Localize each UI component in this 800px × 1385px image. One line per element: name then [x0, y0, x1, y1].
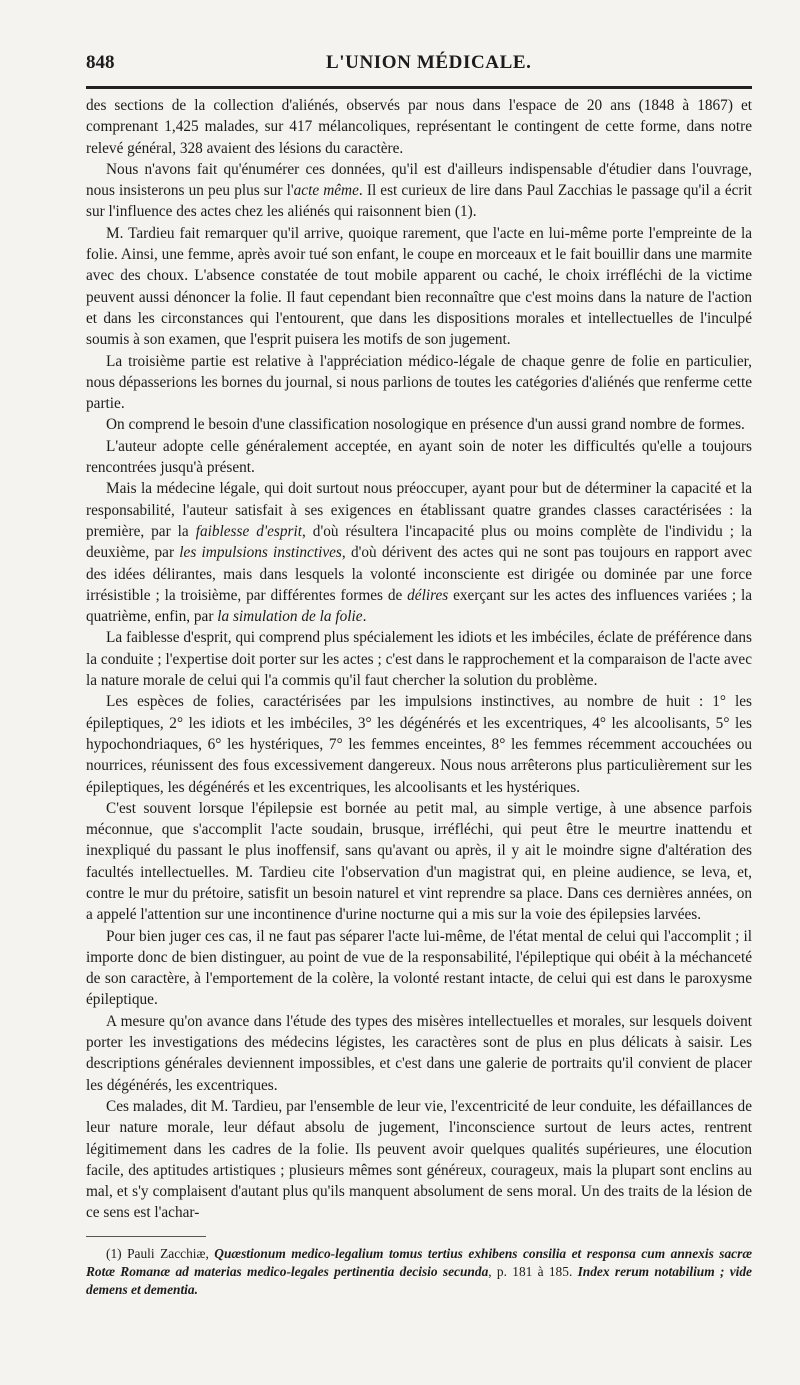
text-run: (1) Pauli Zacchiæ, [106, 1245, 215, 1261]
italic-text: Quæstionum medico-legalium tomus tertius exhibens consilia et responsa cum annexis sacræ Rotæ Romanæ ad materias medico-legales pertinentia decisio secunda [86, 1245, 752, 1279]
header-rule [86, 86, 752, 89]
text-run: , d'où dérivent des actes qui ne sont pas toujours en rapport avec des idées délirantes, mais dans lesquels la volonté inconsciente est dirigée ou dominée par une force irrésistible ; la troisième, par différentes formes de [86, 544, 752, 604]
italic-text: délires [407, 586, 449, 604]
text-run: Mais la médecine légale, qui doit surtout nous préoccuper, ayant pour but de déterminer la capacité et la responsabilité, l'auteur satisfait à ses exigences en établissant quatre grandes classes caractérisées : la première, par la [86, 480, 752, 540]
paragraph [86, 159, 752, 223]
text-run: La troisième partie est relative à l'appréciation médico-légale de chaque genre de folie en particulier, nous dépasserions les bornes du journal, si nous parlions de toutes les catégories d'aliénés que renferme cette partie. [86, 352, 752, 413]
paragraph [86, 223, 752, 351]
text-run: On comprend le besoin d'une classification nosologique en présence d'un aussi grand nombre de formes. [106, 416, 745, 434]
paragraph [86, 1011, 752, 1096]
page-header [86, 52, 752, 82]
running-title: L'UNION MÉDICALE. [326, 52, 532, 73]
body-text [86, 95, 752, 1224]
italic-text: la simulation de la folie [217, 608, 363, 626]
paragraph [86, 926, 752, 1011]
text-run: Ces malades, dit M. Tardieu, par l'ensemble de leur vie, l'excentricité de leur conduite, les défaillances de leur nature morale, leur défaut absolu de jugement, l'inconscience surtout de leurs actes, rentrent légitimement dans les cadres de la folie. Ils peuvent avoir quelques qualités supérieures, une élocution facile, des aptitudes artistiques ; plusieurs mêmes sont généreux, courageux, mais la plupart sont enclins au mal, et s'y complaisent d'autant plus qu'ils manquent absolument de sens moral. Un des traits de la lésion de ce sens est l'achar- [86, 1097, 752, 1222]
text-run: Nous n'avons fait qu'énumérer ces données, qu'il est d'ailleurs indispensable d'étudier dans l'ouvrage, nous insisterons un peu plus sur l' [86, 160, 752, 200]
footnote [86, 1245, 752, 1299]
text-run: L'auteur adopte celle généralement acceptée, en ayant soin de noter les difficultés qu'elle a toujours rencontrées jusqu'à présent. [86, 437, 752, 477]
paragraph [86, 691, 752, 797]
italic-text: acte même [293, 182, 359, 200]
paragraph [86, 1096, 752, 1224]
paragraph [86, 478, 752, 627]
text-run: M. Tardieu fait remarquer qu'il arrive, quoique rarement, que l'acte en lui-même porte l'empreinte de la folie. Ainsi, une femme, après avoir tué son enfant, le coupe en morceaux et le fait bouillir dans une marmite avec des choux. L'absence constatée de tout mobile apparent ou caché, le choix irréfléchi de la victime peuvent aussi dénoncer la folie. Il faut cependant bien reconnaître que c'est moins dans la nature de l'action et dans les circonstances qui l'entourent, que dans les dispositions morales et intellectuelles de l'inculpé soumis à son examen, que l'esprit puisera les motifs de son jugement. [86, 224, 752, 349]
text-run: La faiblesse d'esprit, qui comprend plus spécialement les idiots et les imbéciles, éclate de préférence dans la conduite ; l'expertise doit porter sur les actes ; c'est dans le rapprochement et la comparaison de l'acte avec la nature morale de celui qui l'a commis qu'il faut chercher la solution du problème. [86, 629, 752, 690]
paragraph [86, 95, 752, 159]
text-run: . Il est curieux de lire dans Paul Zacchias le passage qu'il a écrit sur l'influence des actes chez les aliénés qui raisonnent bien (1). [86, 182, 752, 221]
footnote-paragraph [86, 1245, 752, 1299]
italic-text: faiblesse d'esprit [195, 522, 302, 540]
text-run: exerçant sur les actes des influences variées ; la quatrième, enfin, par [86, 586, 752, 626]
text-run: des sections de la collection d'aliénés, observés par nous dans l'espace de 20 ans (1848 à 1867) et comprenant 1,425 malades, sur 417 mélancoliques, représentant le contingent de cette forme, dans notre relevé général, 328 avaient des lésions du caractère. [86, 97, 752, 157]
paragraph [86, 627, 752, 691]
text-run: Pour bien juger ces cas, il ne faut pas séparer l'acte lui-même, de l'état mental de celui qui l'accomplit ; il importe donc de bien distinguer, au point de vue de la responsabilité, l'épileptique qui obéit à la méchanceté de son caractère, à l'emportement de la colère, la volonté restant intacte, de celui qui est dans le paroxysme épileptique. [86, 927, 752, 1009]
text-run: C'est souvent lorsque l'épilepsie est bornée au petit mal, au simple vertige, à une absence parfois méconnue, que s'accomplit l'acte soudain, brusque, irréfléchi, qui peut être le meurtre inattendu et inexpliqué du passant le plus inoffensif, sans qu'avant ou après, il y ait le moindre signe d'altération des facultés intellectuelles. M. Tardieu cite l'observation d'un magistrat qui, en pleine audience, se leva, et, contre le mur du prétoire, satisfit un besoin naturel et vint reprendre sa place. Dans ces dernières années, on a appelé l'attention sur une incontinence d'urine nocturne qui a mis sur la voie des épilepsies larvées. [86, 799, 752, 924]
text-run: , d'où résultera l'incapacité plus ou moins complète de l'individu ; la deuxième, par [86, 522, 752, 562]
italic-text: Index rerum notabilium ; vide demens et dementia. [86, 1263, 752, 1297]
text-run: , p. 181 à 185. [488, 1263, 578, 1279]
text-run: A mesure qu'on avance dans l'étude des types des misères intellectuelles et morales, sur lesquels doivent porter les investigations des médecins légistes, les caractères sont de plus en plus délicats à saisir. Les descriptions générales deviennent impossibles, et c'est dans une galerie de portraits qu'il convient de placer les dégénérés, les excentriques. [86, 1012, 752, 1094]
footnote-rule [86, 1236, 206, 1237]
page-number: 848 [86, 52, 115, 73]
paragraph [86, 414, 752, 435]
paragraph [86, 798, 752, 926]
paragraph [86, 436, 752, 479]
paragraph [86, 351, 752, 415]
italic-text: les impulsions instinctives [179, 544, 342, 562]
text-run: Les espèces de folies, caractérisées par les impulsions instinctives, au nombre de huit : 1° les épileptiques, 2° les idiots et les imbéciles, 3° les dégénérés et les excentriques, 4° les alcoolisants, 5° les hypochondriaques, 6° les hystériques, 7° les femmes enceintes, 8° les femmes récemment accouchées ou nourrices, réunissent des fous excessivement dangereux. Nous nous arrêterons plus particulièrement sur les épileptiques, les dégénérés et les excentriques, les alcoolisants et les hystériques. [86, 693, 752, 796]
text-run: . [362, 608, 367, 626]
